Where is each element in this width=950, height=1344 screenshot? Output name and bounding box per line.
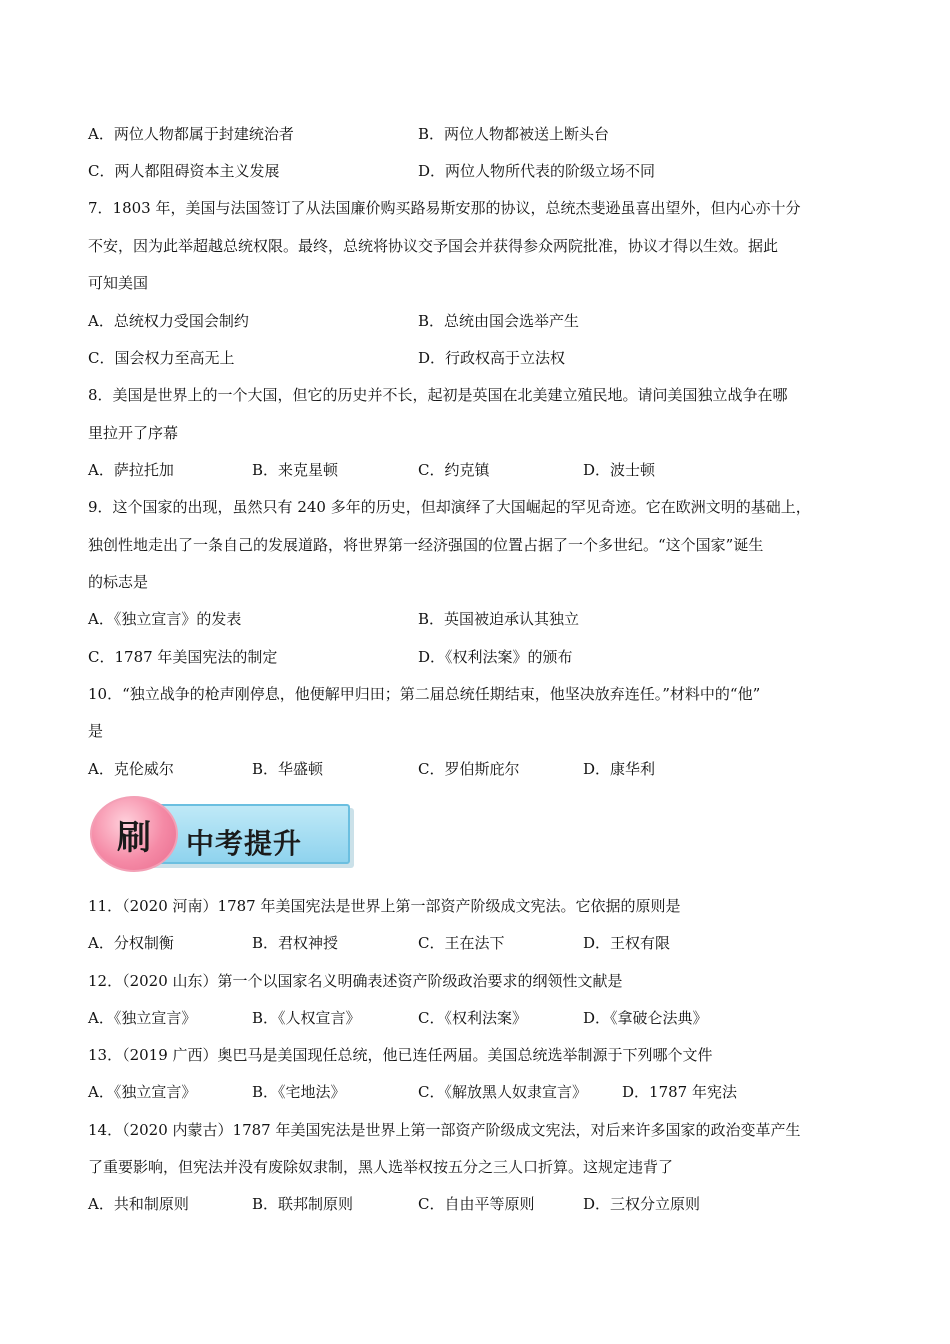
q6-option-b: B．两位人物都被送上断头台	[418, 125, 610, 143]
q13-option-b: B．《宅地法》	[252, 1083, 346, 1101]
q7-stem-line-2: 不安，因为此举超越总统权限。最终，总统将协议交予国会并获得参众两院批准，协议才得以生效。据此	[88, 237, 779, 255]
q7-stem-line-1: 7．1803 年，美国与法国签订了从法国廉价购买路易斯安那的协议，总统杰斐逊虽喜出望外，但内心亦十分	[88, 199, 801, 217]
q12-option-d: D．《拿破仑法典》	[583, 1009, 708, 1027]
q8-option-c: C．约克镇	[418, 461, 490, 479]
q8-option-a: A．萨拉托加	[88, 461, 174, 479]
q10-option-a: A．克伦威尔	[88, 760, 174, 778]
banner-badge-char: 刷	[117, 817, 151, 858]
q9-stem-line-3: 的标志是	[88, 573, 149, 591]
q13-option-d: D．1787 年宪法	[622, 1083, 737, 1101]
q8-option-b: B．来克星顿	[252, 461, 339, 479]
banner-badge	[90, 796, 178, 872]
q8-stem-line-2: 里拉开了序幕	[88, 424, 179, 442]
q7-option-d: D．行政权高于立法权	[418, 349, 566, 367]
q14-option-a: A．共和制原则	[88, 1195, 189, 1213]
section-banner	[90, 796, 352, 874]
q6-option-a: A．两位人物都属于封建统治者	[88, 125, 294, 143]
q13-option-c: C．《解放黑人奴隶宣言》	[418, 1083, 587, 1101]
q11-option-d: D．王权有限	[583, 934, 671, 952]
q11-stem: 11．（2020 河南）1787 年美国宪法是世界上第一部资产阶级成文宪法。它依据的原则是	[88, 897, 681, 915]
q10-option-c: C．罗伯斯庇尔	[418, 760, 520, 778]
q9-stem-line-2: 独创性地走出了一条自己的发展道路，将世界第一经济强国的位置占据了一个多世纪。“这个国家”诞生	[88, 536, 764, 554]
q12-option-c: C．《权利法案》	[418, 1009, 527, 1027]
q14-option-c: C．自由平等原则	[418, 1195, 535, 1213]
q8-stem-line-1: 8．美国是世界上的一个大国，但它的历史并不长，起初是英国在北美建立殖民地。请问美国独立战争在哪	[88, 386, 788, 404]
q9-option-d: D．《权利法案》的颁布	[418, 648, 573, 666]
q8-option-d: D．波士顿	[583, 461, 656, 479]
q13-stem: 13．（2019 广西）奥巴马是美国现任总统，他已连任两届。美国总统选举制源于下列哪个文件	[88, 1046, 713, 1064]
q14-option-d: D．三权分立原则	[583, 1195, 701, 1213]
q10-stem-line-1: 10．“独立战争的枪声刚停息，他便解甲归田；第二届总统任期结束，他坚决放弃连任。”材料中的“他”	[88, 685, 761, 703]
q14-stem-line-1: 14．（2020 内蒙古）1787 年美国宪法是世界上第一部资产阶级成文宪法，对后来许多国家的政治变革产生	[88, 1121, 801, 1139]
q10-option-d: D．康华利	[583, 760, 656, 778]
section-title: 中考提升	[186, 827, 303, 860]
q7-option-b: B．总统由国会选举产生	[418, 312, 580, 330]
q9-option-c: C．1787 年美国宪法的制定	[88, 648, 278, 666]
q12-option-a: A．《独立宣言》	[88, 1009, 197, 1027]
q11-option-c: C．王在法下	[418, 934, 505, 952]
q13-option-a: A．《独立宣言》	[88, 1083, 197, 1101]
q12-stem: 12．（2020 山东）第一个以国家名义明确表述资产阶级政治要求的纲领性文献是	[88, 972, 623, 990]
q9-stem-line-1: 9．这个国家的出现，虽然只有 240 多年的历史，但却演绎了大国崛起的罕见奇迹。它在欧洲文明的基础上，	[88, 498, 811, 516]
q12-option-b: B．《人权宣言》	[252, 1009, 361, 1027]
q9-option-b: B．英国被迫承认其独立	[418, 610, 580, 628]
q14-option-b: B．联邦制原则	[252, 1195, 354, 1213]
q7-option-a: A．总统权力受国会制约	[88, 312, 249, 330]
q7-option-c: C．国会权力至高无上	[88, 349, 235, 367]
q6-option-c: C．两人都阻碍资本主义发展	[88, 162, 280, 180]
q9-option-a: A．《独立宣言》的发表	[88, 610, 242, 628]
q11-option-b: B．君权神授	[252, 934, 339, 952]
q7-stem-line-3: 可知美国	[88, 274, 149, 292]
q10-stem-line-2: 是	[88, 722, 104, 740]
q10-option-b: B．华盛顿	[252, 760, 324, 778]
q11-option-a: A．分权制衡	[88, 934, 174, 952]
q6-option-d: D．两位人物所代表的阶级立场不同	[418, 162, 656, 180]
q14-stem-line-2: 了重要影响，但宪法并没有废除奴隶制，黑人选举权按五分之三人口折算。这规定违背了	[88, 1158, 674, 1176]
